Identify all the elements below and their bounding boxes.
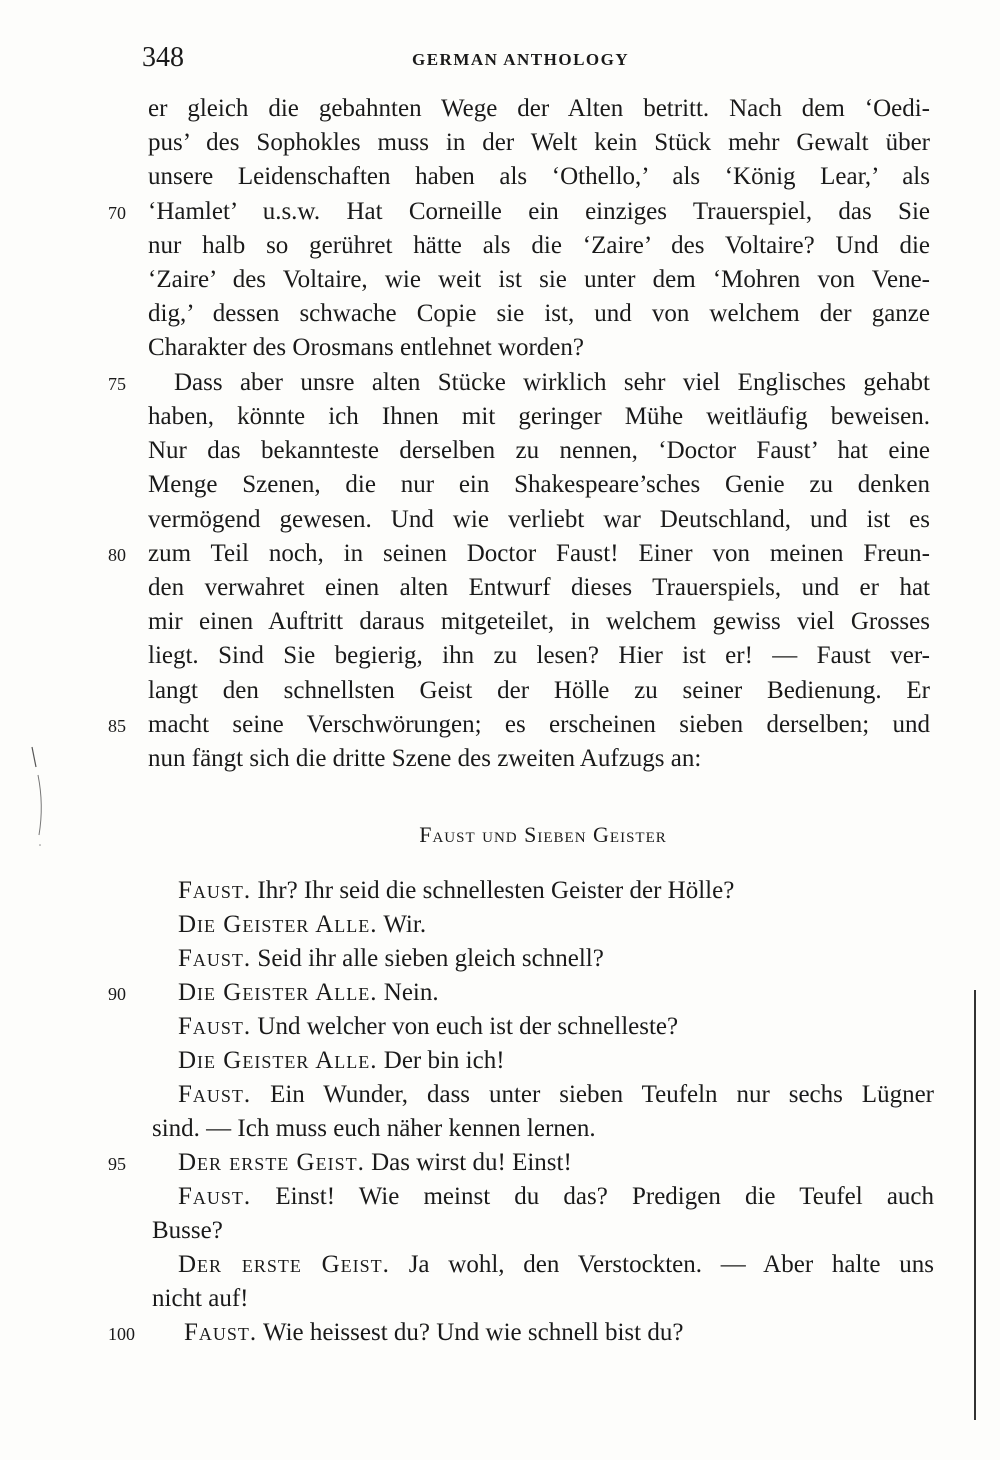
prose-line: vermögend gewesen. Und wie verliebt war Deutschland, und ist es: [148, 506, 930, 533]
dialogue-line: [178, 942, 604, 976]
speaker-name: Faust.: [178, 945, 252, 972]
speaker-name: Die Geister Alle.: [178, 979, 378, 1006]
margin-pencil-marks: [28, 745, 48, 855]
dialogue-line: [178, 1078, 934, 1112]
prose-line: den verwahret einen alten Entwurf dieses Trauerspiels, und er hat: [148, 574, 930, 601]
speech-text: Ihr? Ihr seid die schnellesten Geister der Hölle?: [257, 877, 735, 904]
prose-line: Dass aber unsre alten Stücke wirklich sehr viel Englisches gehabt: [174, 369, 930, 396]
prose-line: langt den schnellsten Geist der Hölle zu seiner Bedienung. Er: [148, 677, 930, 704]
prose-line: haben, könnte ich Ihnen mit geringer Mühe weitläufig beweisen.: [148, 403, 930, 430]
line-number: 100: [108, 1324, 135, 1344]
dialogue-line: [178, 976, 439, 1010]
dialogue-line: [178, 1044, 505, 1078]
speaker-name: Die Geister Alle.: [178, 1047, 378, 1074]
line-number: 75: [108, 374, 126, 394]
scan-edge-line: [972, 990, 978, 1420]
prose-line: unsere Leidenschaften haben als ‘Othello,’ als ‘König Lear,’ als: [148, 163, 930, 190]
prose-line: ‘Zaire’ des Voltaire, wie weit ist sie unter dem ‘Mohren von Vene-: [148, 266, 930, 293]
line-number: 80: [108, 545, 126, 565]
speech-text: Der bin ich!: [383, 1047, 505, 1074]
scene-title: Faust und Sieben Geister: [419, 822, 667, 847]
dialogue-continuation: sind. — Ich muss euch näher kennen lernen.: [152, 1115, 596, 1142]
dialogue-continuation: nicht auf!: [152, 1285, 249, 1312]
prose-line: mir einen Auftritt daraus mitgeteilet, in welchem gewiss viel Grosses: [148, 608, 930, 635]
page-number: 348: [142, 42, 184, 73]
prose-line: nur halb so gerühret hätte als die ‘Zaire’ des Voltaire? Und die: [148, 232, 930, 259]
line-number: 85: [108, 716, 126, 736]
prose-line: zum Teil noch, in seinen Doctor Faust! Einer von meinen Freun-: [148, 540, 930, 567]
prose-line: Nur das bekannteste derselben zu nennen, ‘Doctor Faust’ hat eine: [148, 437, 930, 464]
page-header: [0, 42, 1000, 82]
prose-line: er gleich die gebahnten Wege der Alten betritt. Nach dem ‘Oedi-: [148, 95, 930, 122]
prose-line: macht seine Verschwörungen; es erscheinen sieben derselben; und: [148, 711, 930, 738]
prose-line: dig,’ dessen schwache Copie sie ist, und von welchem der ganze: [148, 300, 930, 327]
running-head: GERMAN ANTHOLOGY: [412, 50, 630, 69]
prose-line: pus’ des Sophokles muss in der Welt kein Stück mehr Gewalt über: [148, 129, 930, 156]
speech-text: Wie heissest du? Und wie schnell bist du?: [262, 1319, 684, 1346]
line-number: 95: [108, 1154, 126, 1174]
prose-line: Charakter des Orosmans entlehnet worden?: [148, 334, 584, 361]
speaker-name: Der erste Geist.: [178, 1251, 390, 1278]
speaker-name: Faust.: [178, 1183, 252, 1210]
dialogue-line: [184, 1316, 683, 1350]
speech-text: Ein Wunder, dass unter sieben Teufeln nur sechs Lügner: [270, 1081, 934, 1108]
speech-text: Und welcher von euch ist der schnelleste?: [257, 1013, 679, 1040]
speaker-name: Die Geister Alle.: [178, 911, 378, 938]
speech-text: Einst! Wie meinst du das? Predigen die Teufel auch: [275, 1183, 935, 1210]
dialogue-line: [178, 1010, 678, 1044]
speech-text: Wir.: [383, 911, 427, 938]
speaker-name: Faust.: [178, 877, 252, 904]
speaker-name: Faust.: [178, 1081, 252, 1108]
prose-line: Menge Szenen, die nur ein Shakespeare’sches Genie zu denken: [148, 471, 930, 498]
speech-text: Das wirst du! Einst!: [371, 1149, 572, 1176]
dialogue-line: [178, 908, 426, 942]
speaker-name: Faust.: [178, 1013, 252, 1040]
dialogue-line: [178, 1146, 572, 1180]
dialogue-line: [178, 874, 734, 908]
dialogue-line: [178, 1180, 934, 1214]
speech-text: Seid ihr alle sieben gleich schnell?: [257, 945, 604, 972]
line-number: 90: [108, 984, 126, 1004]
speaker-name: Der erste Geist.: [178, 1149, 365, 1176]
speech-text: Ja wohl, den Verstockten. — Aber halte uns: [408, 1251, 934, 1278]
line-number: 70: [108, 203, 126, 223]
dialogue-continuation: Busse?: [152, 1217, 223, 1244]
speech-text: Nein.: [383, 979, 439, 1006]
dialogue-line: [178, 1248, 934, 1282]
prose-line: ‘Hamlet’ u.s.w. Hat Corneille ein einziges Trauerspiel, das Sie: [148, 198, 930, 225]
speaker-name: Faust.: [184, 1319, 258, 1346]
prose-line: liegt. Sind Sie begierig, ihn zu lesen? Hier ist er! — Faust ver-: [148, 642, 930, 669]
prose-line: nun fängt sich die dritte Szene des zweiten Aufzugs an:: [148, 745, 702, 772]
